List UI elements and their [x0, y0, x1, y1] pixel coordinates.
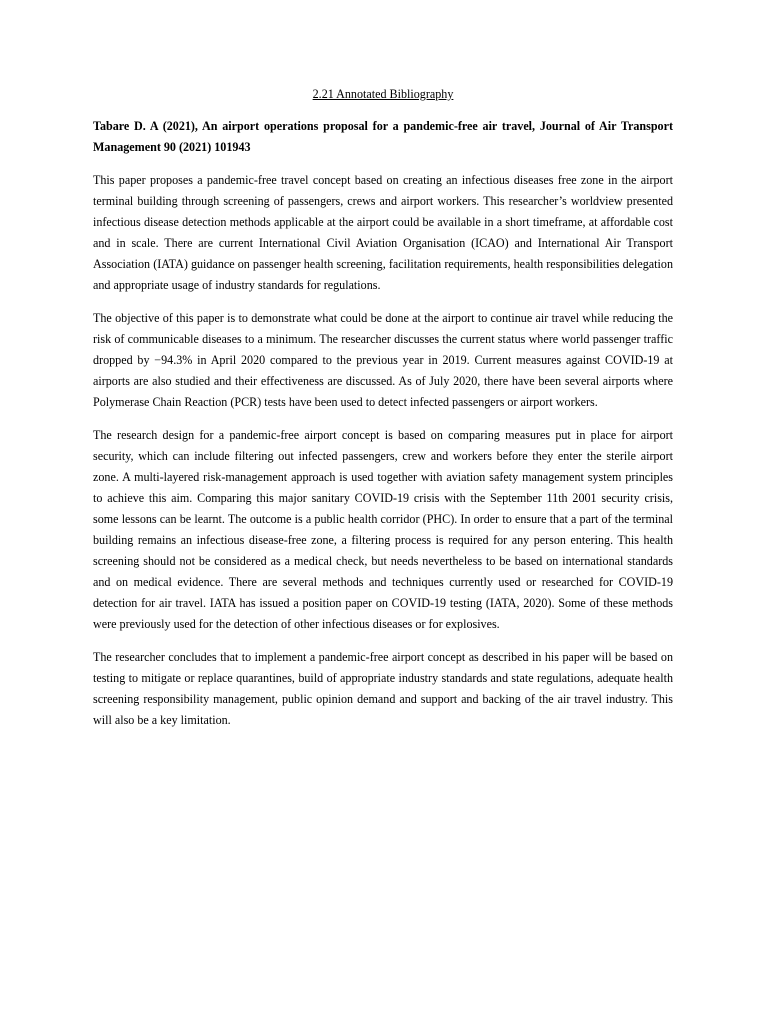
section-heading: 2.21 Annotated Bibliography [312, 87, 454, 101]
annotation-paragraph-objective: The objective of this paper is to demonstrate what could be done at the airport to continue air travel while reducing the risk of communicable diseases to a minimum. The researcher discusses the current status where world passenger traffic dropped by −94.3% in April 2020 compared to the previous year in 2019. Current measures against COVID-19 at airports are also studied and their effectiveness are discussed. As of July 2020, there have been several airports where Polymerase Chain Reaction (PCR) tests have been used to detect infected passengers or airport workers. [93, 311, 673, 409]
bibliography-citation: Tabare D. A (2021), An airport operations proposal for a pandemic-free air travel, Journal of Air Transport Management 90 (2021) 101943 [93, 119, 673, 154]
annotation-paragraph-research-design: The research design for a pandemic-free airport concept is based on comparing measures put in place for airport security, which can include filtering out infected passengers, crew and workers before they enter the sterile airport zone. A multi-layered risk-management approach is used together with aviation safety management system principles to achieve this aim. Comparing this major sanitary COVID-19 crisis with the September 11th 2001 security crisis, some lessons can be learnt. The outcome is a public health corridor (PHC). In order to ensure that a part of the terminal building remains an infectious disease-free zone, a filtering process is required for any person entering. This health screening should not be considered as a medical check, but needs nevertheless to be based on international standards and on medical evidence. There are several methods and techniques currently used or researched for COVID-19 detection for air travel. IATA has issued a position paper on COVID-19 testing (IATA, 2020). Some of these methods were previously used for the detection of other infectious diseases or for explosives. [93, 428, 673, 631]
annotation-paragraph-conclusion: The researcher concludes that to implement a pandemic-free airport concept as described in his paper will be based on testing to mitigate or replace quarantines, build of appropriate industry standards and state regulations, adequate health screening responsibility management, public opinion demand and support and backing of the air travel industry. This will also be a key limitation. [93, 650, 673, 727]
document-body [93, 84, 673, 743]
annotation-paragraph-summary: This paper proposes a pandemic-free travel concept based on creating an infectious diseases free zone in the airport terminal building through screening of passengers, crews and airport workers. This researcher’s worldview presented infectious disease detection methods applicable at the airport could be available in a short timeframe, at affordable cost and in scale. There are current International Civil Aviation Organisation (ICAO) and International Air Transport Association (IATA) guidance on passenger health screening, facilitation requirements, health responsibilities delegation and appropriate usage of industry standards for regulations. [93, 173, 673, 292]
